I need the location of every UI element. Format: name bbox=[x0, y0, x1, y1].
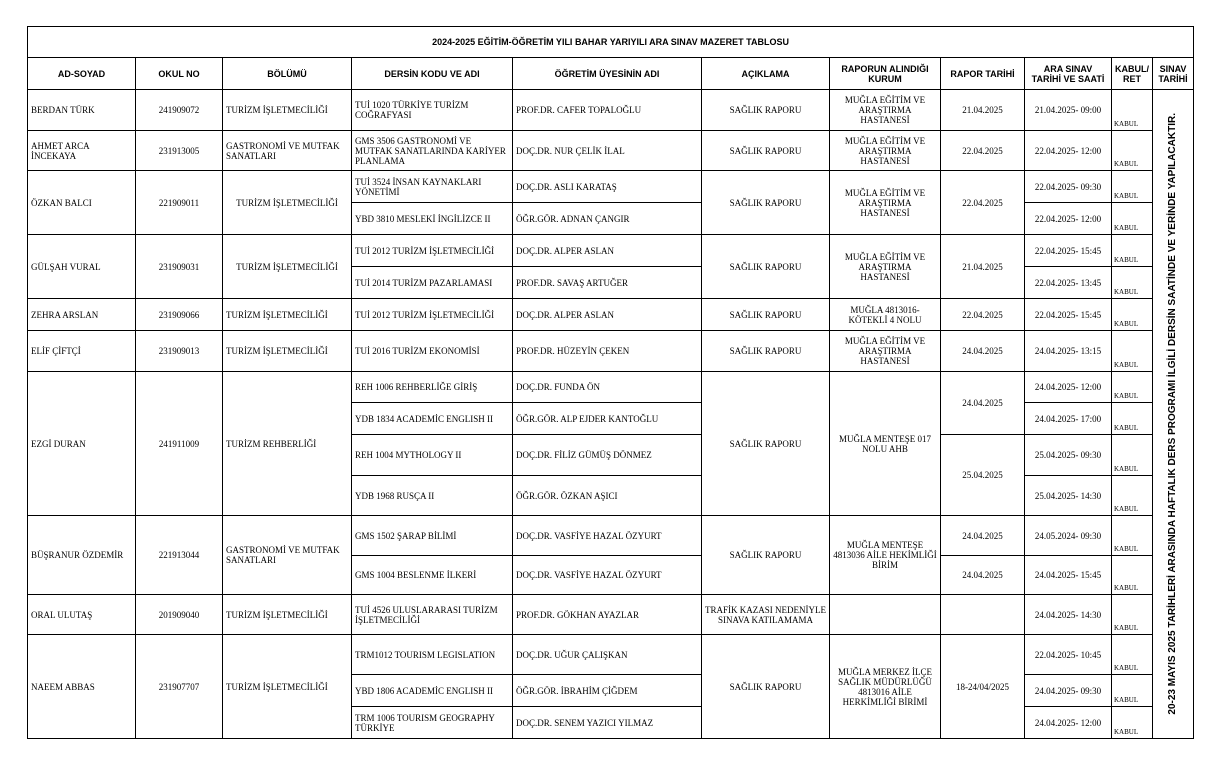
rapor-tarihi: 22.04.2025 bbox=[941, 131, 1025, 171]
kabul-status: KABUL bbox=[1112, 171, 1153, 203]
course-code: GMS 1004 BESLENME İLKERİ bbox=[352, 556, 513, 595]
kurum bbox=[830, 595, 941, 635]
table-row bbox=[28, 235, 1194, 267]
rapor-tarihi: 24.04.2025 bbox=[941, 556, 1025, 595]
teacher: PROF.DR. CAFER TOPALOĞLU bbox=[513, 90, 702, 131]
kabul-status: KABUL bbox=[1112, 267, 1153, 299]
sinav-tarihi: 24.04.2025- 14:30 bbox=[1025, 595, 1112, 635]
student-name: EZGİ DURAN bbox=[28, 372, 136, 516]
sinav-tarihi: 22.04.2025- 15:45 bbox=[1025, 235, 1112, 267]
sinav-tarihi: 22.04.2025- 15:45 bbox=[1025, 299, 1112, 331]
sinav-tarihi: 21.04.2025- 09:00 bbox=[1025, 90, 1112, 131]
course-code: TRM 1006 TOURISM GEOGRAPHY TÜRKİYE bbox=[352, 707, 513, 739]
course-code: TUİ 2016 TURİZM EKONOMİSİ bbox=[352, 331, 513, 372]
student-name: ZEHRA ARSLAN bbox=[28, 299, 136, 331]
student-no: 231907707 bbox=[136, 635, 223, 739]
header-kurum: RAPORUN ALINDIĞI KURUM bbox=[830, 58, 941, 90]
student-no: 221913044 bbox=[136, 516, 223, 595]
header-aciklama: AÇIKLAMA bbox=[702, 58, 830, 90]
sinav-tarihi: 25.04.2025- 09:30 bbox=[1025, 435, 1112, 476]
course-code: TUİ 4526 ULUSLARARASI TURİZM İŞLETMECİLİĞİ bbox=[352, 595, 513, 635]
course-code: GMS 3506 GASTRONOMİ VE MUTFAK SANATLARINDA KARİYER PLANLAMA bbox=[352, 131, 513, 171]
table-row bbox=[28, 635, 1194, 675]
course-code: GMS 1502 ŞARAP BİLİMİ bbox=[352, 516, 513, 556]
teacher: ÖĞR.GÖR. ADNAN ÇANGIR bbox=[513, 203, 702, 235]
rapor-tarihi: 24.04.2025 bbox=[941, 331, 1025, 372]
kurum: MUĞLA MENTEŞE 4813036 AİLE HEKİMLİĞİ BİRİM bbox=[830, 516, 941, 595]
sinav-tarihi-note-text: 20-23 MAYIS 2025 TARİHLERİ ARASINDA HAFTALIK DERS PROGRAMI İLGİLİ DERSİN SAATİNDE VE YERİNDE YAPILACAKTIR. bbox=[1167, 113, 1179, 715]
table-row bbox=[28, 90, 1194, 131]
student-dept: GASTRONOMİ VE MUTFAK SANATLARI bbox=[223, 516, 352, 595]
course-code: TRM1012 TOURISM LEGISLATION bbox=[352, 635, 513, 675]
student-name: ELİF ÇİFTÇİ bbox=[28, 331, 136, 372]
student-name: BÜŞRANUR ÖZDEMİR bbox=[28, 516, 136, 595]
sinav-tarihi: 24.04.2025- 15:45 bbox=[1025, 556, 1112, 595]
kurum: MUĞLA EĞİTİM VE ARAŞTIRMA HASTANESİ bbox=[830, 131, 941, 171]
teacher: DOÇ.DR. FİLİZ GÜMÜŞ DÖNMEZ bbox=[513, 435, 702, 476]
teacher: DOÇ.DR. FUNDA ÖN bbox=[513, 372, 702, 403]
student-name: BERDAN TÜRK bbox=[28, 90, 136, 131]
rapor-tarihi: 25.04.2025 bbox=[941, 435, 1025, 516]
table-row bbox=[28, 516, 1194, 556]
student-dept: TURİZM İŞLETMECİLİĞİ bbox=[223, 299, 352, 331]
course-code: TUİ 1020 TÜRKİYE TURİZM COĞRAFYASI bbox=[352, 90, 513, 131]
student-name: GÜLŞAH VURAL bbox=[28, 235, 136, 299]
teacher: DOÇ.DR. SENEM YAZICI YILMAZ bbox=[513, 707, 702, 739]
kabul-status: KABUL bbox=[1112, 299, 1153, 331]
student-dept: TURİZM İŞLETMECİLİĞİ bbox=[223, 171, 352, 235]
student-no: 231909066 bbox=[136, 299, 223, 331]
rapor-tarihi: 22.04.2025 bbox=[941, 299, 1025, 331]
teacher: PROF.DR. HÜZEYİN ÇEKEN bbox=[513, 331, 702, 372]
aciklama: SAĞLIK RAPORU bbox=[702, 131, 830, 171]
header-kabul-ret: KABUL/ RET bbox=[1112, 58, 1153, 90]
sinav-tarihi: 22.04.2025- 09:30 bbox=[1025, 171, 1112, 203]
student-dept: TURİZM İŞLETMECİLİĞİ bbox=[223, 235, 352, 299]
aciklama: SAĞLIK RAPORU bbox=[702, 372, 830, 516]
sinav-tarihi: 24.04.2025- 17:00 bbox=[1025, 403, 1112, 435]
student-no: 231913005 bbox=[136, 131, 223, 171]
sinav-tarihi-note bbox=[1153, 90, 1194, 739]
kabul-status: KABUL bbox=[1112, 403, 1153, 435]
kurum: MUĞLA EĞİTİM VE ARAŞTIRMA HASTANESİ bbox=[830, 235, 941, 299]
student-no: 241911009 bbox=[136, 372, 223, 516]
kabul-status: KABUL bbox=[1112, 595, 1153, 635]
student-dept: TURİZM İŞLETMECİLİĞİ bbox=[223, 635, 352, 739]
rapor-tarihi: 22.04.2025 bbox=[941, 171, 1025, 235]
kabul-status: KABUL bbox=[1112, 90, 1153, 131]
student-dept: TURİZM İŞLETMECİLİĞİ bbox=[223, 331, 352, 372]
kabul-status: KABUL bbox=[1112, 635, 1153, 675]
student-no: 231909031 bbox=[136, 235, 223, 299]
student-no: 241909072 bbox=[136, 90, 223, 131]
teacher: DOÇ.DR. VASFİYE HAZAL ÖZYURT bbox=[513, 516, 702, 556]
student-dept: TURİZM İŞLETMECİLİĞİ bbox=[223, 90, 352, 131]
table-row bbox=[28, 595, 1194, 635]
sinav-tarihi: 22.04.2025- 13:45 bbox=[1025, 267, 1112, 299]
teacher: PROF.DR. SAVAŞ ARTUĞER bbox=[513, 267, 702, 299]
kurum: MUĞLA EĞİTİM VE ARAŞTIRMA HASTANESİ bbox=[830, 90, 941, 131]
kabul-status: KABUL bbox=[1112, 476, 1153, 516]
sinav-tarihi: 25.04.2025- 14:30 bbox=[1025, 476, 1112, 516]
kabul-status: KABUL bbox=[1112, 556, 1153, 595]
student-no: 201909040 bbox=[136, 595, 223, 635]
teacher: PROF.DR. GÖKHAN AYAZLAR bbox=[513, 595, 702, 635]
sinav-tarihi: 22.04.2025- 12:00 bbox=[1025, 203, 1112, 235]
sinav-tarihi: 24.04.2025- 12:00 bbox=[1025, 372, 1112, 403]
sinav-tarihi: 24.04.2025- 09:30 bbox=[1025, 675, 1112, 707]
aciklama: SAĞLIK RAPORU bbox=[702, 635, 830, 739]
kabul-status: KABUL bbox=[1112, 372, 1153, 403]
kabul-status: KABUL bbox=[1112, 707, 1153, 739]
student-name: ÖZKAN BALCI bbox=[28, 171, 136, 235]
course-code: TUİ 2012 TURİZM İŞLETMECİLİĞİ bbox=[352, 235, 513, 267]
sinav-tarihi: 24.04.2025- 13:15 bbox=[1025, 331, 1112, 372]
course-code: TUİ 2012 TURİZM İŞLETMECİLİĞİ bbox=[352, 299, 513, 331]
sinav-tarihi: 22.04.2025- 10:45 bbox=[1025, 635, 1112, 675]
student-name: NAEEM ABBAS bbox=[28, 635, 136, 739]
aciklama: SAĞLIK RAPORU bbox=[702, 171, 830, 235]
kabul-status: KABUL bbox=[1112, 203, 1153, 235]
course-code: YDB 1968 RUSÇA II bbox=[352, 476, 513, 516]
student-dept: TURİZM İŞLETMECİLİĞİ bbox=[223, 595, 352, 635]
table-title: 2024-2025 EĞİTİM-ÖĞRETİM YILI BAHAR YARIYILI ARA SINAV MAZERET TABLOSU bbox=[28, 27, 1194, 58]
header-ogretim-uyesi: ÖĞRETİM ÜYESİNİN ADI bbox=[513, 58, 702, 90]
table-row bbox=[28, 331, 1194, 372]
sinav-tarihi: 24.04.2025- 12:00 bbox=[1025, 707, 1112, 739]
aciklama: SAĞLIK RAPORU bbox=[702, 90, 830, 131]
student-no: 221909011 bbox=[136, 171, 223, 235]
kabul-status: KABUL bbox=[1112, 435, 1153, 476]
teacher: DOÇ.DR. ALPER ASLAN bbox=[513, 235, 702, 267]
rapor-tarihi: 24.04.2025 bbox=[941, 516, 1025, 556]
table-row bbox=[28, 131, 1194, 171]
rapor-tarihi bbox=[941, 595, 1025, 635]
aciklama: SAĞLIK RAPORU bbox=[702, 235, 830, 299]
student-name: AHMET ARCA İNCEKAYA bbox=[28, 131, 136, 171]
student-dept: TURİZM REHBERLİĞİ bbox=[223, 372, 352, 516]
kurum: MUĞLA MERKEZ İLÇE SAĞLIK MÜDÜRLÜĞÜ 4813016 AİLE HERKİMLİĞİ BİRİMİ bbox=[830, 635, 941, 739]
student-name: ORAL ULUTAŞ bbox=[28, 595, 136, 635]
course-code: REH 1006 REHBERLİĞE GİRİŞ bbox=[352, 372, 513, 403]
aciklama: TRAFİK KAZASI NEDENİYLE SINAVA KATILAMAMA bbox=[702, 595, 830, 635]
aciklama: SAĞLIK RAPORU bbox=[702, 331, 830, 372]
kabul-status: KABUL bbox=[1112, 516, 1153, 556]
teacher: ÖĞR.GÖR. ALP EJDER KANTOĞLU bbox=[513, 403, 702, 435]
table-row bbox=[28, 171, 1194, 203]
header-ara-sinav: ARA SINAV TARİHİ VE SAATİ bbox=[1025, 58, 1112, 90]
sinav-tarihi: 24.05.2024- 09:30 bbox=[1025, 516, 1112, 556]
course-code: YBD 1806 ACADEMİC ENGLISH II bbox=[352, 675, 513, 707]
teacher: ÖĞR.GÖR. İBRAHİM ÇİĞDEM bbox=[513, 675, 702, 707]
aciklama: SAĞLIK RAPORU bbox=[702, 516, 830, 595]
mazeret-table bbox=[27, 26, 1194, 739]
kurum: MUĞLA 4813016- KÖTEKLİ 4 NOLU bbox=[830, 299, 941, 331]
course-code: YDB 1834 ACADEMİC ENGLISH II bbox=[352, 403, 513, 435]
course-code: TUİ 2014 TURİZM PAZARLAMASI bbox=[352, 267, 513, 299]
sinav-tarihi: 22.04.2025- 12:00 bbox=[1025, 131, 1112, 171]
table-row bbox=[28, 372, 1194, 403]
course-code: REH 1004 MYTHOLOGY II bbox=[352, 435, 513, 476]
table-row bbox=[28, 299, 1194, 331]
kabul-status: KABUL bbox=[1112, 331, 1153, 372]
teacher: ÖĞR.GÖR. ÖZKAN AŞICI bbox=[513, 476, 702, 516]
teacher: DOÇ.DR. ASLI KARATAŞ bbox=[513, 171, 702, 203]
rapor-tarihi: 21.04.2025 bbox=[941, 235, 1025, 299]
rapor-tarihi: 18-24/04/2025 bbox=[941, 635, 1025, 739]
header-ad-soyad: AD-SOYAD bbox=[28, 58, 136, 90]
header-rapor-tarihi: RAPOR TARİHİ bbox=[941, 58, 1025, 90]
student-dept: GASTRONOMİ VE MUTFAK SANATLARI bbox=[223, 131, 352, 171]
teacher: DOÇ.DR. UĞUR ÇALIŞKAN bbox=[513, 635, 702, 675]
teacher: DOÇ.DR. ALPER ASLAN bbox=[513, 299, 702, 331]
kurum: MUĞLA MENTEŞE 017 NOLU AHB bbox=[830, 372, 941, 516]
kabul-status: KABUL bbox=[1112, 131, 1153, 171]
kabul-status: KABUL bbox=[1112, 235, 1153, 267]
rapor-tarihi: 24.04.2025 bbox=[941, 372, 1025, 435]
header-okul-no: OKUL NO bbox=[136, 58, 223, 90]
course-code: TUİ 3524 İNSAN KAYNAKLARI YÖNETİMİ bbox=[352, 171, 513, 203]
kabul-status: KABUL bbox=[1112, 675, 1153, 707]
teacher: DOÇ.DR. VASFİYE HAZAL ÖZYURT bbox=[513, 556, 702, 595]
student-no: 231909013 bbox=[136, 331, 223, 372]
header-sinav-tarihi: SINAV TARİHİ bbox=[1153, 58, 1194, 90]
aciklama: SAĞLIK RAPORU bbox=[702, 299, 830, 331]
header-bolumu: BÖLÜMÜ bbox=[223, 58, 352, 90]
rapor-tarihi: 21.04.2025 bbox=[941, 90, 1025, 131]
header-ders: DERSİN KODU VE ADI bbox=[352, 58, 513, 90]
teacher: DOÇ.DR. NUR ÇELİK İLAL bbox=[513, 131, 702, 171]
kurum: MUĞLA EĞİTİM VE ARAŞTIRMA HASTANESİ bbox=[830, 331, 941, 372]
course-code: YBD 3810 MESLEKİ İNGİLİZCE II bbox=[352, 203, 513, 235]
kurum: MUĞLA EĞİTİM VE ARAŞTIRMA HASTANESİ bbox=[830, 171, 941, 235]
